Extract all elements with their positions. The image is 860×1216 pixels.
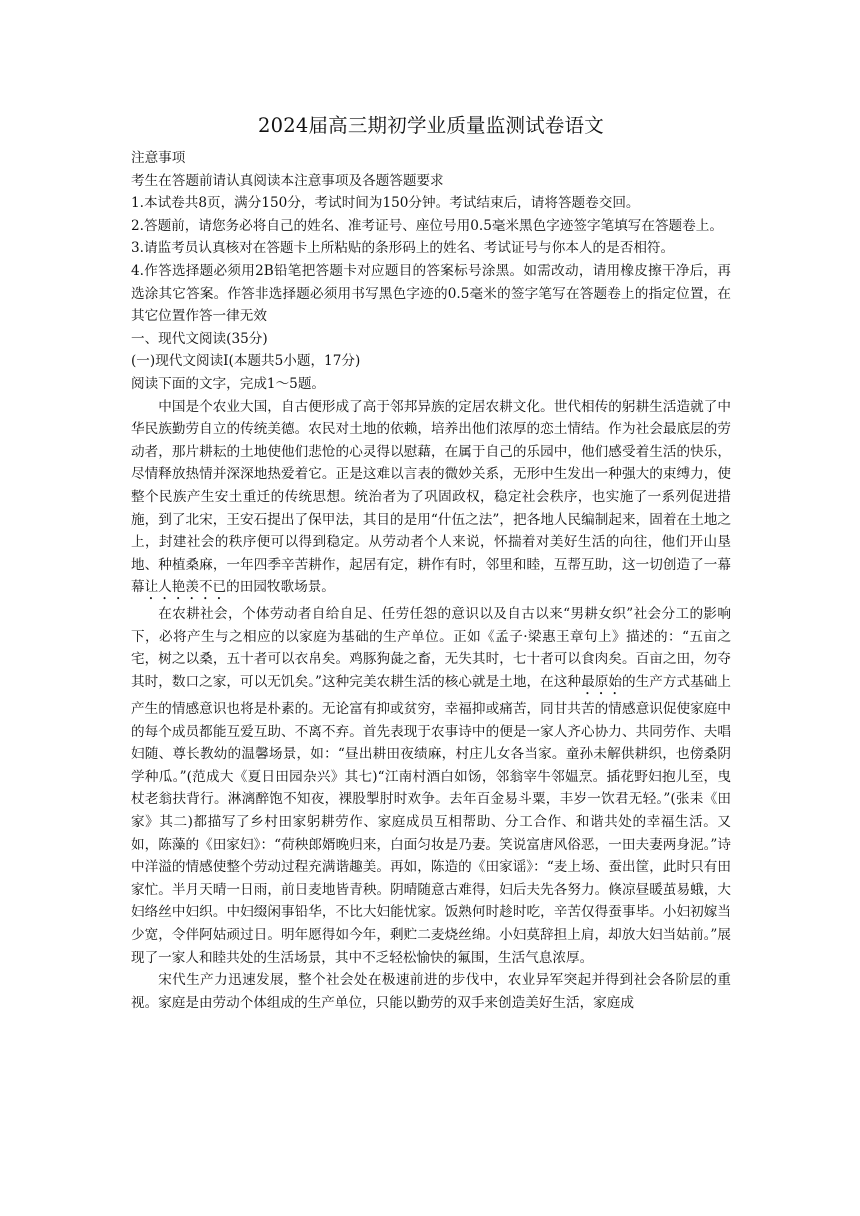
notice-item: 1.本试卷共8页，满分150分，考试时间为150分钟。考试结束后，请将答题卷交回。: [131, 195, 640, 212]
passage-text: 中国是个农业大国，自古便形成了高于邻邦异族的定居农耕文化。世代相传的躬耕生活造就了中华民族勤劳自立的传统美德。农民对土地的依赖，培养出他们浓厚的恋土情结。作为社会最底层的劳动者，那片耕耘的土地使他们悲怆的心灵得以慰藉，在属于自己的乐园中，他们感受着生活的快乐，尽情释放热情并深深地热爱着它。正是这难以言表的微妙关系，无形中生发出一种强大的束缚力，使整个民族产生安土重迁的传统思想。统治者为了巩固政权，稳定社会秩序，也实施了一系列促进措施，到了北宋，王安石提出了保甲法，其目的是用“什伍之法”，把各地人民编制起来，固着在土地之上，封建社会的秩序便可以得到稳定。从劳动者个人来说，怀揣着对美好生活的向往，他们开山垦地、种植桑麻，一年四季辛苦耕作，起居有定，耕作有时，邻里和睦，互帮互助，这一切创造了一幕幕: [131, 398, 731, 596]
notice-item: 3.请监考员认真核对在答题卡上所粘贴的条形码上的姓名、考试证号与你本人的是否相符。: [131, 240, 675, 257]
notice-item: 2.答题前，请您务必将自己的姓名、准考证号、座位号用0.5毫米黑色字迹签字笔填写在答题卷上。: [131, 217, 723, 234]
passage-paragraph-3: 宋代生产力迅速发展，整个社会处在极速前进的步伐中，农业异军突起并得到社会各阶层的重视。家庭是由劳动个体组成的生产单位，只能以勤劳的双手来创造美好生活，家庭成: [131, 972, 731, 1011]
reading-instruction: 阅读下面的文字，完成1～5题。: [131, 375, 326, 392]
section-heading: 一、现代文阅读(35分): [131, 330, 268, 347]
notice-intro: 考生在答题前请认真阅读本注意事项及各题答题要求: [131, 172, 444, 189]
passage-text: 在农耕社会，个体劳动者自给自足、任劳任怨的意识以及自古以来“男耕女织”社会分工的影响下，必将产生与之相应的以家庭为基础的生产单位。正如《孟子·梁惠王章句上》描述的：“五亩之宅，树之以桑，五十者可以衣帛矣。鸡豚狗彘之畜，无失其时，七十者可以食肉矣。百亩之田，勿夺其时，数口之家，可以无饥矣。”这种完美农耕生活的核心就是土地，在这种: [131, 606, 731, 691]
passage-paragraph-1: [131, 396, 731, 604]
notice-item: 4.作答选择题必须用2B铅笔把答题卡对应题目的答案标号涂黑。如需改动，请用橡皮擦干净后，再选涂其它答案。作答非选择题必须用书写黑色字迹的0.5毫米的签字笔写在答题卷上的指定位置，在其它位置作答一律无效: [131, 262, 731, 325]
emphasized-phrase: 最原始: [581, 674, 622, 691]
emphasized-phrase: 让人艳羡不已: [144, 579, 227, 596]
passage-text: 的田园牧歌场景。: [226, 579, 335, 596]
exam-title: 2024届高三期初学业质量监测试卷语文: [258, 114, 604, 137]
passage-text: 的生产方式基础上产生的情感意识也将是朴素的。无论富有抑或贫穷，幸福抑或痛苦，同甘共苦的情感意识促使家庭中的每个成员都能互爱互助、不离不弃。首先表现于农事诗中的便是一家人齐心协力、共同劳作、夫唱妇随、尊长教幼的温馨场景，如：“昼出耕田夜绩麻，村庄儿女各当家。童孙未解供耕织，也傍桑阴学种瓜。”(范成大《夏日田园杂兴》其七)“江南村酒白如饧，邻翁宰牛邻媪烹。插花野妇抱儿至，曳杖老翁扶背行。淋漓醉饱不知夜，裸股掣肘时欢争。去年百金易斗粟，丰岁一饮君无轻。”(张耒《田家》其二)都描写了乡村田家躬耕劳作、家庭成员互相帮助、分工合作、和谐共处的幸福生活。又如，陈藻的《田家妇》：“荷秧郎婿晚归来，白面匀妆是乃妻。笑说富唐风俗恶，一田夫妻两身泥。”诗中洋溢的情感使整个劳动过程充满谐趣美。再如，陈造的《田家谣》：“麦上场、蚕出筐，此时只有田家忙。半月天晴一日雨，前日麦地皆青秧。阴晴随意古难得，妇后夫先各努力。倏凉昼暖茧易蛾，大妇络丝中妇织。中妇缀闲事铅华，不比大妇能忧家。饭熟何时趁时吃，辛苦仅得蚕事毕。小妇初嫁当少宽，令伴阿姑顽过日。明年愿得如今年，剩贮二麦烧丝绵。小妇莫辞担上肩，却放大妇当姑前。”展现了一家人和睦共处的生活场景，其中不乏轻松愉快的氟围，生活气息浓厚。: [131, 674, 732, 966]
passage-paragraph-2: [131, 603, 731, 969]
exam-page: [131, 112, 731, 1014]
notice-heading: 注意事项: [131, 150, 186, 166]
section-subheading: (一)现代文阅读Ⅰ(本题共5小题，17分): [131, 353, 361, 370]
